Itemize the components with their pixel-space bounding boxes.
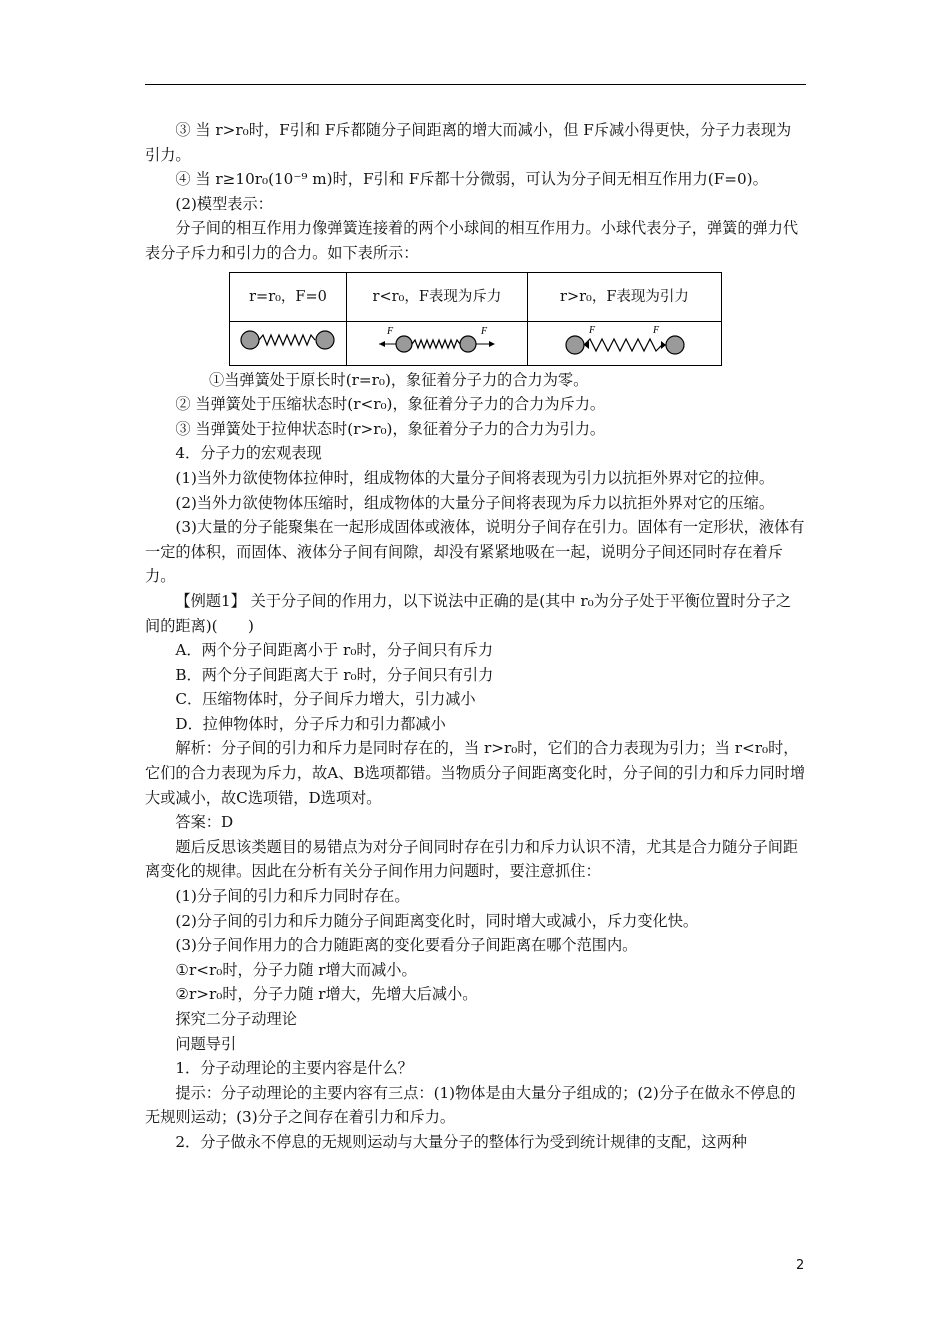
force-label: F: [652, 324, 659, 336]
paragraph: ①当弹簧处于原长时(r=r₀)，象征着分子力的合力为零。: [209, 370, 589, 389]
option-d: D．拉伸物体时，分子斥力和引力都减小: [175, 714, 446, 733]
paragraph: (2)模型表示：: [175, 194, 273, 213]
force-label: F: [387, 325, 394, 337]
force-label: F: [588, 324, 595, 336]
question: 1．分子动理论的主要内容是什么？: [175, 1059, 413, 1078]
table-header-repulsion: r<r₀，F表现为斥力: [347, 272, 528, 321]
section-heading: 4．分子力的宏观表现: [175, 444, 322, 463]
paragraph: ② 当弹簧处于压缩状态时(r<r₀)，象征着分子力的合力为斥力。: [175, 395, 606, 414]
page-body: [145, 118, 806, 1155]
section-heading: 探究二分子动理论: [175, 1010, 297, 1028]
paragraph: (2)分子间的引力和斥力随分子间距离变化时，同时增大或减小，斥力变化快。: [175, 911, 699, 930]
paragraph: ①r<r₀时，分子力随 r增大而减小。: [175, 960, 417, 979]
answer: 答案：D: [175, 813, 234, 832]
subsection-heading: 问题导引: [175, 1034, 237, 1053]
paragraph: (1)当外力欲使物体拉伸时，组成物体的大量分子间将表现为引力以抗拒外界对它的拉伸。: [175, 468, 775, 487]
paragraph: ④ 当 r≥10r₀(10⁻⁹ m)时，F引和 F斥都十分微弱，可认为分子间无相互作用力(F=0)。: [175, 170, 768, 189]
paragraph: (2)当外力欲使物体压缩时，组成物体的大量分子间将表现为斥力以抗拒外界对它的压缩。: [175, 493, 775, 512]
paragraph: (3)分子间作用力的合力随距离的变化要看分子间距离在哪个范围内。: [175, 936, 638, 955]
stretched-spring-icon: [563, 324, 687, 356]
header-rule: [145, 84, 806, 85]
paragraph: ②r>r₀时，分子力随 r增大，先增大后减小。: [175, 985, 478, 1004]
spring-compressed-figure: [347, 321, 528, 365]
paragraph: (1)分子间的引力和斥力同时存在。: [175, 887, 410, 906]
analysis: 解析：分子间的引力和斥力是同时存在的，当 r>r₀时，它们的合力表现为引力；当 r<r₀时，它们的合力表现为斥力，故A、B选项都错。当物质分子间距离变化时，分子间的引力和斥力同时增大或减小，故C选项错，D选项对。: [145, 739, 806, 807]
table-header-attraction: r>r₀，F表现为引力: [528, 272, 722, 321]
paragraph: ③ 当 r>r₀时，F引和 F斥都随分子间距离的增大而减小，但 F斥减小得更快，分子力表现为引力。: [145, 121, 792, 164]
option-c: C．压缩物体时，分子间斥力增大，引力减小: [175, 690, 476, 709]
force-label: F: [481, 325, 488, 337]
example-question: 【例题1】 关于分子间的作用力，以下说法中正确的是(其中 r₀为分子处于平衡位置时分子之间的距离)( ): [145, 591, 792, 635]
option-b: B．两个分子间距离大于 r₀时，分子间只有引力: [175, 665, 494, 684]
paragraph: 分子间的相互作用力像弹簧连接着的两个小球间的相互作用力。小球代表分子，弹簧的弹力代表分子斥力和引力的合力。如下表所示：: [145, 219, 799, 262]
hint: 提示：分子动理论的主要内容有三点：(1)物体是由大量分子组成的；(2)分子在做永不停息的无规则运动；(3)分子之间存在着引力和斥力。: [145, 1083, 796, 1127]
page-number: 2: [796, 1258, 805, 1273]
table-header-equilibrium: r=r₀，F=0: [230, 272, 347, 321]
spring-model-table: [229, 272, 722, 366]
paragraph: ③ 当弹簧处于拉伸状态时(r>r₀)，象征着分子力的合力为引力。: [175, 419, 606, 438]
question: 2．分子做永不停息的无规则运动与大量分子的整体行为受到统计规律的支配，这两种: [175, 1132, 747, 1151]
compressed-spring-icon: [377, 324, 497, 356]
spring-balls-icon: [240, 327, 336, 353]
spring-equilibrium-figure: [230, 321, 347, 365]
paragraph: (3)大量的分子能聚集在一起形成固体或液体，说明分子间存在引力。固体有一定形状，液体有一定的体积，而固体、液体分子间有间隙，却没有紧紧地吸在一起，说明分子间还同时存在着斥力。: [145, 518, 805, 586]
option-a: A．两个分子间距离小于 r₀时，分子间只有斥力: [175, 641, 494, 660]
spring-stretched-figure: [528, 321, 722, 365]
reflection: 题后反思该类题目的易错点为对分子间同时存在引力和斥力认识不清，尤其是合力随分子间距离变化的规律。因此在分析有关分子间作用力问题时，要注意抓住：: [145, 837, 799, 881]
